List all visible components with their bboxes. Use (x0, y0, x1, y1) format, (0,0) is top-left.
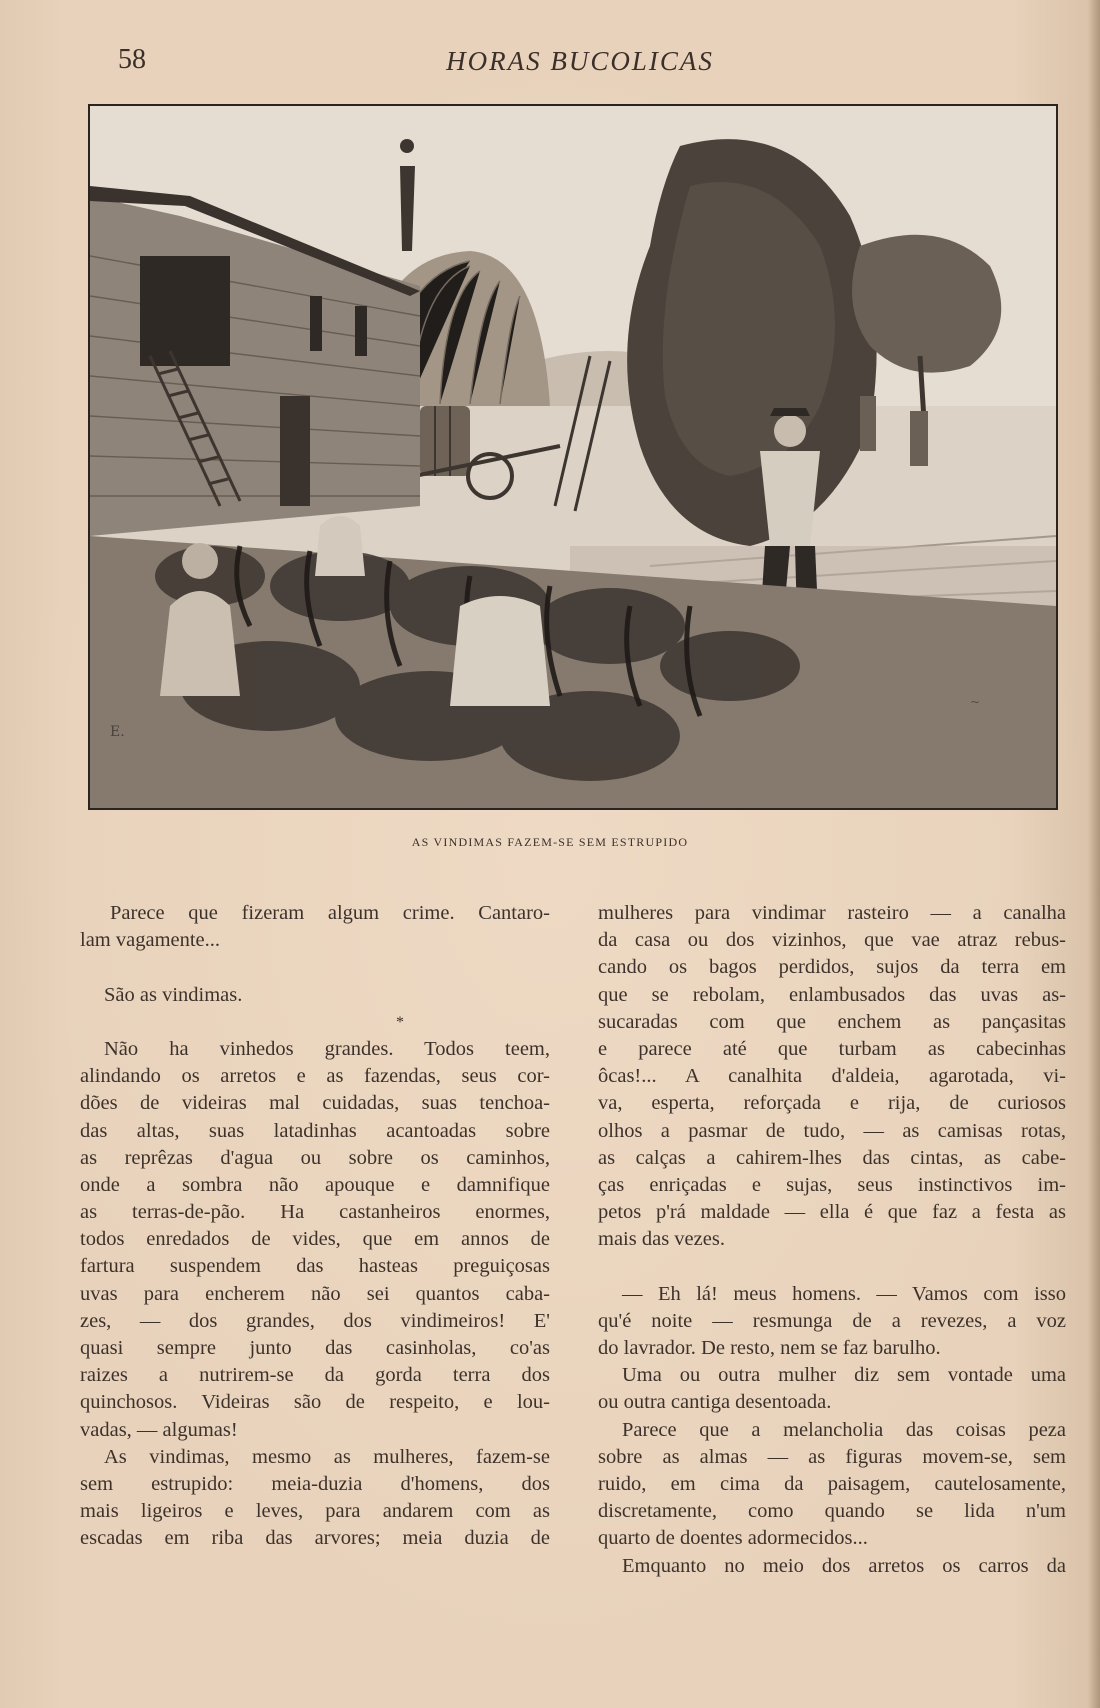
section-asterisk: * (396, 1013, 404, 1031)
text-line: quasi sempre junto das casinholas, co'as (80, 1337, 550, 1359)
svg-text:E.: E. (110, 724, 125, 740)
text-line: vadas, — algumas! (80, 1418, 238, 1441)
text-line: alindando os arretos e as fazendas, seus cor- (80, 1065, 550, 1088)
running-title: HORAS BUCOLICAS (446, 46, 714, 76)
text-line: e parece até que turbam as cabecinhas (598, 1037, 1066, 1060)
text-line: qu'é noite — resmunga de a revezes, a voz (598, 1309, 1066, 1332)
text-line: das altas, suas latadinhas acantoadas sobre (80, 1119, 550, 1142)
page-number: 58 (118, 44, 146, 75)
text-line: Parece que a melancholia das coisas peza (622, 1418, 1066, 1441)
text-line: do lavrador. De resto, nem se faz barulho. (598, 1337, 941, 1359)
text-line: Não ha vinhedos grandes. Todos teem, (104, 1037, 550, 1060)
text-line: petos p'rá maldade — ella é que faz a festa as (598, 1201, 1066, 1224)
text-line: — Eh lá! meus homens. — Vamos com isso (622, 1282, 1066, 1305)
text-line: ruido, em cima da paisagem, cautelosamente, (598, 1472, 1066, 1495)
text-line: lam vagamente... (80, 929, 221, 952)
text-line: onde a sombra não apouque e damnifique (80, 1173, 550, 1196)
text-column-right (598, 900, 1066, 1580)
text-line: dões de videiras mal cuidadas, suas tenchoa- (80, 1092, 550, 1115)
text-line: olhos a pasmar de tudo, — as camisas rotas, (598, 1119, 1066, 1142)
svg-text:~: ~ (970, 695, 981, 709)
text-line: as terras-de-pão. Ha castanheiros enormes, (80, 1201, 550, 1224)
text-line: As vindimas, mesmo as mulheres, fazem-se (104, 1445, 550, 1468)
text-line: ou outra cantiga desentoada. (598, 1391, 832, 1414)
text-line: todos enredados de vides, que em annos de (80, 1228, 550, 1251)
page-header (0, 44, 1100, 84)
text-line: Emquanto no meio dos arretos os carros da (622, 1554, 1066, 1577)
text-line: sem estrupido: meia-duzia d'homens, dos (80, 1472, 550, 1495)
text-line: sucaradas com que enchem as pançasitas (598, 1010, 1066, 1033)
text-line: mais ligeiros e leves, para andarem com as (80, 1500, 550, 1523)
text-line: Uma ou outra mulher diz sem vontade uma (622, 1364, 1066, 1387)
text-line: ôcas!... A canalhita d'aldeia, agarotada, vi- (598, 1065, 1066, 1088)
text-line: escadas em riba das arvores; meia duzia de (80, 1527, 550, 1550)
text-line: cando os bagos perdidos, sujos da terra em (598, 956, 1066, 979)
text-line: quinchosos. Videiras são de respeito, e lou- (80, 1391, 550, 1414)
text-line: raizes a nutrirem-se da gorda terra dos (80, 1364, 550, 1387)
text-line: quarto de doentes adormecidos... (598, 1527, 868, 1550)
text-line: as calças a cahirem-lhes das cintas, as cabe- (598, 1146, 1066, 1169)
text-line: Parece que fizeram algum crime. Cantaro- (110, 902, 550, 924)
text-line: discretamente, como quando se lida n'um (598, 1500, 1066, 1523)
text-line: fartura suspendem das hasteas preguiçosas (80, 1255, 550, 1278)
text-line: sobre as almas — as figuras movem-se, sem (598, 1445, 1066, 1468)
text-line: da casa ou dos vizinhos, que vae atraz rebus- (598, 929, 1066, 952)
text-line: uvas para encherem não sei quantos caba- (80, 1282, 550, 1305)
page-edge-shadow (1088, 0, 1100, 1708)
text-column-left (80, 900, 550, 1553)
text-line: va, esperta, reforçada e rija, de curiosos (598, 1092, 1066, 1115)
text-line: que se rebolam, enlambusados das uvas as- (598, 983, 1066, 1006)
vintage-illustration (88, 104, 1058, 810)
text-line: as reprêzas d'agua ou sobre os caminhos, (80, 1146, 550, 1169)
text-line: ças enriçadas e sujas, seus instinctivos im- (598, 1173, 1066, 1196)
text-line: São as vindimas. (104, 983, 243, 1006)
text-line: mulheres para vindimar rasteiro — a canalha (598, 902, 1066, 924)
text-line: zes, — dos grandes, dos vindimeiros! E' (80, 1309, 550, 1332)
text-line: mais das vezes. (598, 1228, 725, 1251)
illustration-caption: AS VINDIMAS FAZEM-SE SEM ESTRUPIDO (411, 835, 689, 849)
